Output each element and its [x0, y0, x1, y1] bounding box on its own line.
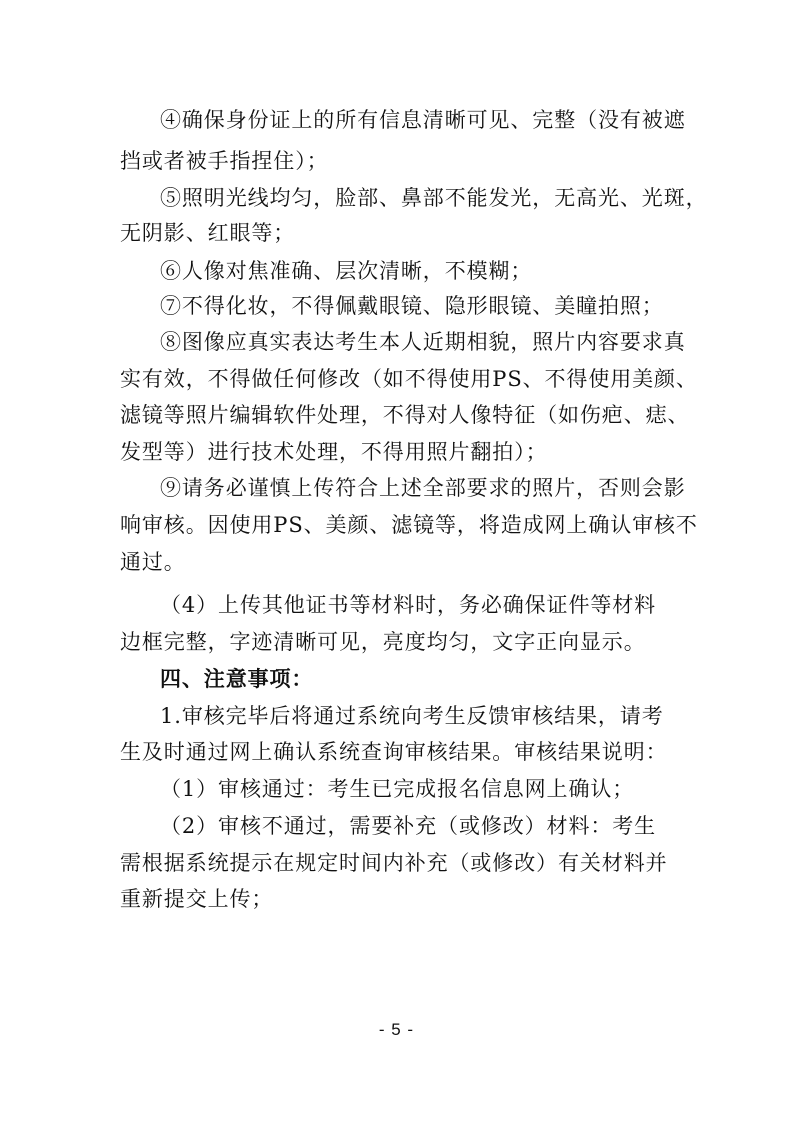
paragraph-line: 发型等）进行技术处理，不得用照片翻拍）；	[120, 440, 548, 464]
paragraph-line: 实有效，不得做任何修改（如不得使用PS、不得使用美颜、	[120, 367, 698, 391]
paragraph-line: 需根据系统提示在规定时间内补充（或修改）有关材料并	[120, 851, 668, 875]
paragraph-line: ⑤照明光线均匀，脸部、鼻部不能发光，无高光、光斑，	[160, 186, 708, 210]
paragraph-line: ⑧图像应真实表达考生本人近期相貌，照片内容要求真	[160, 330, 686, 354]
paragraph-line: 通过。	[120, 550, 186, 574]
paragraph-line: （1）审核通过：考生已完成报名信息网上确认；	[160, 777, 635, 801]
paragraph-line: ⑨请务必谨慎上传符合上述全部要求的照片，否则会影	[160, 476, 686, 500]
paragraph-line: 重新提交上传；	[120, 887, 274, 911]
paragraph-line: 无阴影、红眼等；	[120, 221, 296, 245]
paragraph-line: 挡或者被手指捏住）；	[120, 149, 329, 173]
paragraph-line: 滤镜等照片编辑软件处理，不得对人像特征（如伤疤、痣、	[120, 403, 690, 427]
paragraph-line: 响审核。因使用PS、美颜、滤镜等，将造成网上确认审核不	[120, 513, 698, 537]
paragraph-line: （2）审核不通过，需要补充（或修改）材料：考生	[160, 814, 657, 838]
paragraph-line: ⑦不得化妆，不得佩戴眼镜、隐形眼镜、美瞳拍照；	[160, 294, 664, 318]
page-number: - 5 -	[378, 1020, 415, 1039]
paragraph-line: 1.审核完毕后将通过系统向考生反馈审核结果，请考	[160, 704, 664, 728]
paragraph-line: 生及时通过网上确认系统查询审核结果。审核结果说明：	[120, 740, 668, 764]
paragraph-line: （4）上传其他证书等材料时，务必确保证件等材料	[160, 593, 657, 617]
paragraph-line: 边框完整，字迹清晰可见，亮度均匀，文字正向显示。	[120, 630, 646, 654]
paragraph-line: ④确保身份证上的所有信息清晰可见、完整（没有被遮	[160, 108, 686, 132]
section-heading: 四、注意事项：	[160, 667, 314, 691]
paragraph-line: ⑥人像对焦准确、层次清晰，不模糊；	[160, 259, 533, 283]
